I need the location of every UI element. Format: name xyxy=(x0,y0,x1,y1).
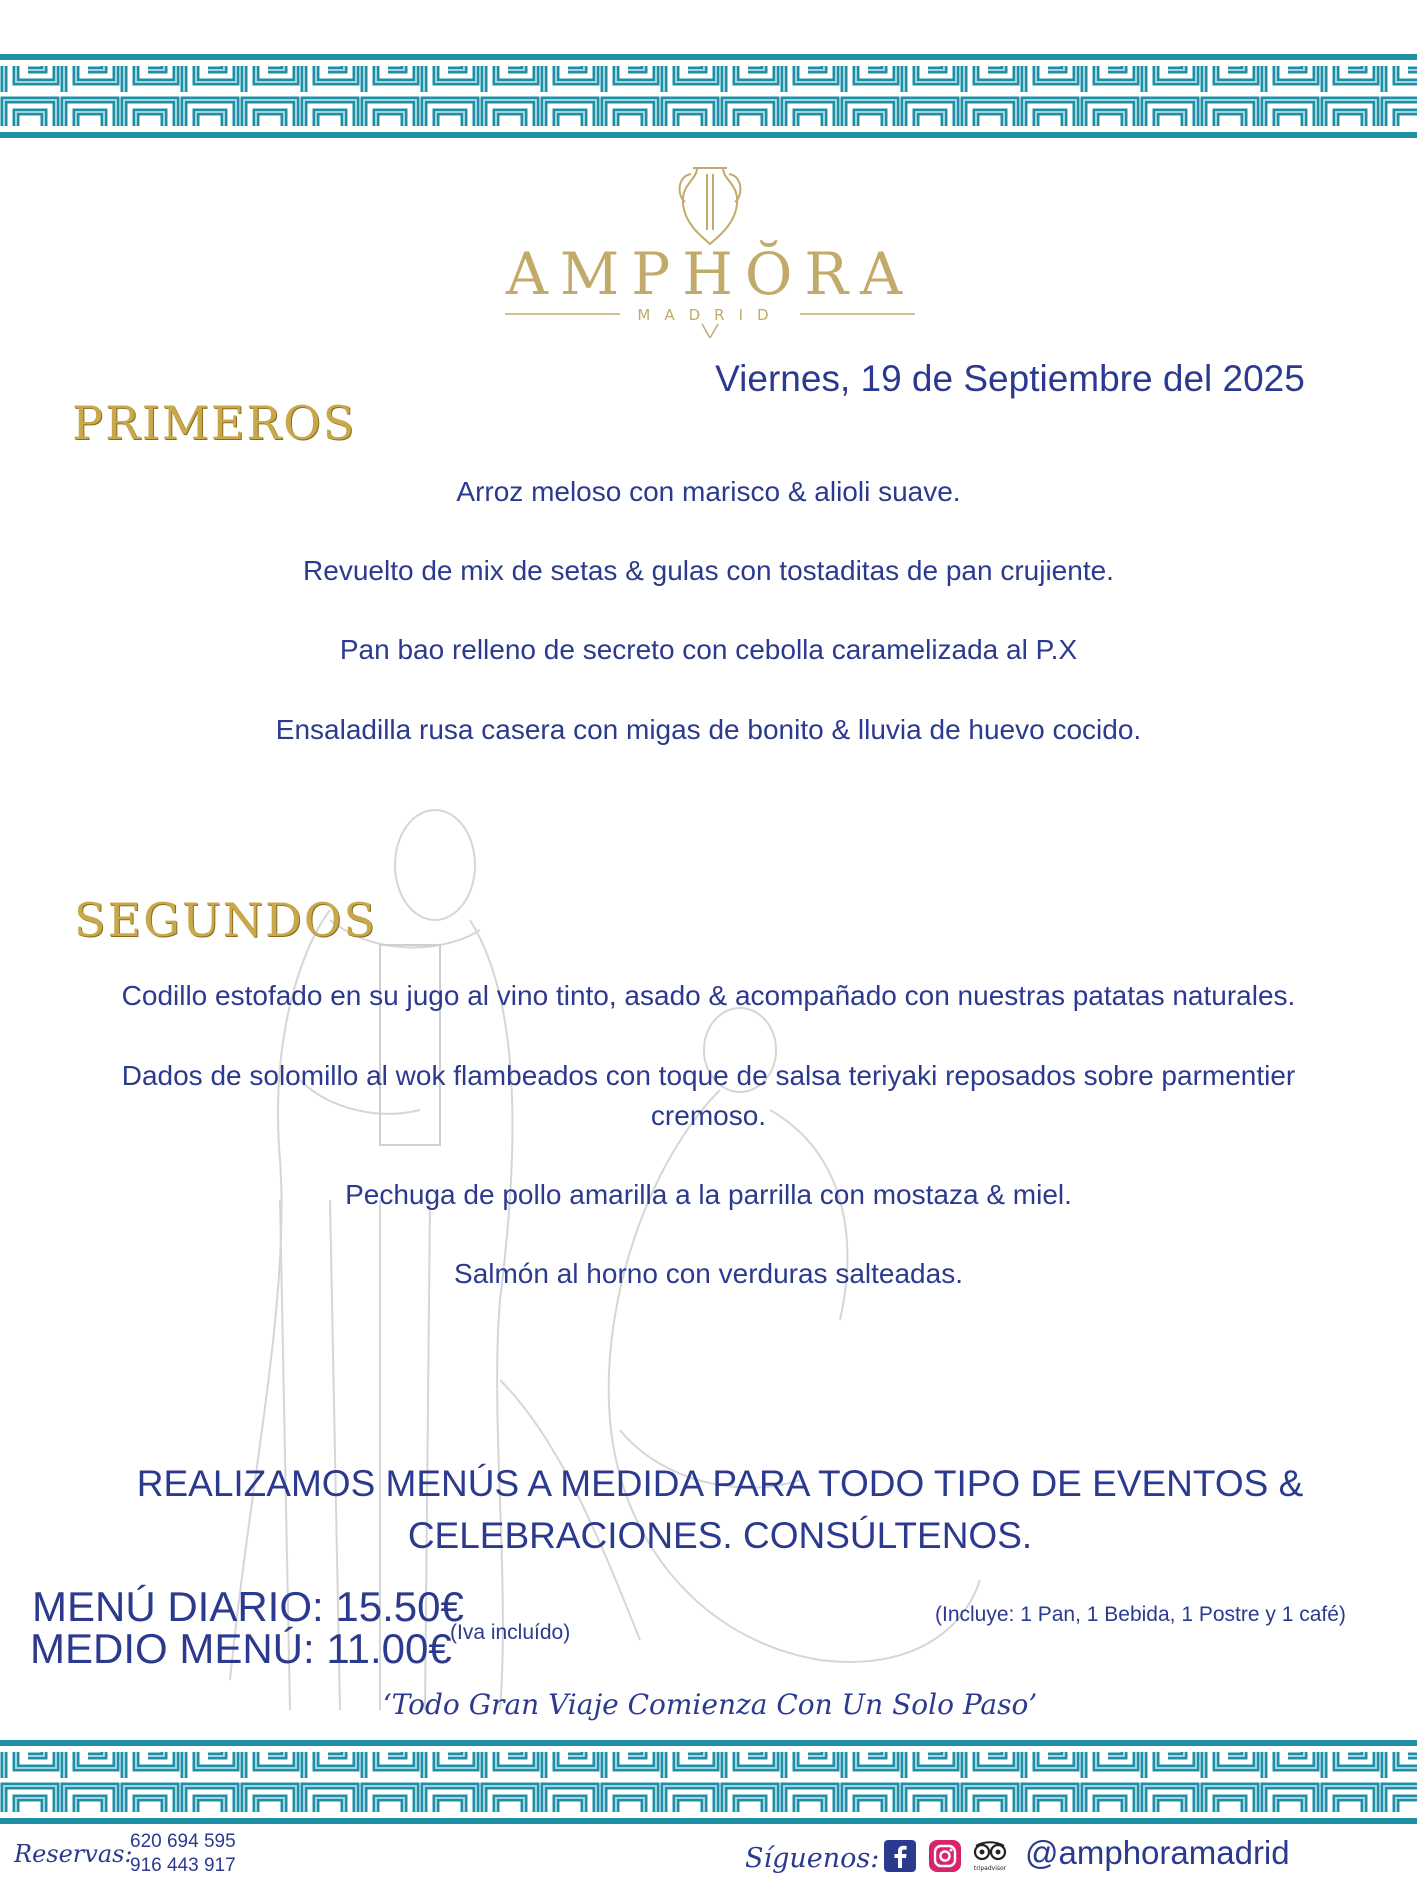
phone-number[interactable]: 916 443 917 xyxy=(130,1855,236,1876)
events-promo xyxy=(100,1458,1340,1562)
menu-date: Viernes, 19 de Septiembre del 2025 xyxy=(715,358,1305,399)
segundos-title: SEGUNDOS xyxy=(74,893,377,947)
promo-line-1: REALIZAMOS MENÚS A MEDIDA PARA TODO TIPO DE EVENTOS & xyxy=(136,1463,1304,1504)
menu-diario-price: MENÚ DIARIO: 15.50€ xyxy=(32,1583,464,1630)
segundos-item: Pechuga de pollo amarilla a la parrilla con mostaza & miel. xyxy=(345,1179,1072,1210)
facebook-icon[interactable] xyxy=(884,1840,916,1872)
tripadvisor-wordmark: tripadvisor xyxy=(973,1865,1007,1872)
primeros-item: Arroz meloso con marisco & alioli suave. xyxy=(456,476,961,507)
primeros-item: Revuelto de mix de setas & gulas con tostaditas de pan crujiente. xyxy=(303,555,1114,586)
greek-key-border-top xyxy=(0,36,1417,156)
primeros-title: PRIMEROS xyxy=(72,396,357,450)
reservas-label: Reservas: xyxy=(14,1840,133,1868)
instagram-icon[interactable] xyxy=(929,1840,961,1872)
motto-quote: ‘Todo Gran Viaje Comienza Con Un Solo Paso’ xyxy=(382,1688,1038,1721)
brand-city: MADRID xyxy=(637,306,783,324)
greek-key-border-bottom xyxy=(0,1722,1417,1842)
segundos-item: Dados de solomillo al wok flambeados con toque de salsa teriyaki reposados sobre parmentier xyxy=(121,1060,1296,1091)
amphora-logo xyxy=(505,160,915,340)
segundos-item: Salmón al horno con verduras salteadas. xyxy=(454,1258,963,1289)
iva-note: (Iva incluído) xyxy=(450,1621,571,1644)
phone-number[interactable]: 620 694 595 xyxy=(130,1831,236,1852)
includes-note: (Incluye: 1 Pan, 1 Bebida, 1 Postre y 1 café) xyxy=(935,1603,1346,1626)
primeros-item: Ensaladilla rusa casera con migas de bonito & lluvia de huevo cocido. xyxy=(275,714,1142,745)
social-handle[interactable]: @amphoramadrid xyxy=(1025,1834,1290,1871)
promo-line-2: CELEBRACIONES. CONSÚLTENOS. xyxy=(407,1515,1033,1556)
brand-name: AMPHŎRA xyxy=(506,240,914,308)
tripadvisor-icon[interactable] xyxy=(970,1840,1010,1872)
medio-menu-price: MEDIO MENÚ: 11.00€ xyxy=(30,1625,452,1672)
segundos-item: Codillo estofado en su jugo al vino tinto, asado & acompañado con nuestras patatas naturales. xyxy=(121,980,1296,1011)
siguenos-label: Síguenos: xyxy=(745,1843,880,1874)
primeros-item: Pan bao relleno de secreto con cebolla caramelizada al P.X xyxy=(339,634,1078,665)
segundos-item-continuation: cremoso. xyxy=(650,1100,767,1131)
amphora-vase-icon xyxy=(667,160,753,246)
